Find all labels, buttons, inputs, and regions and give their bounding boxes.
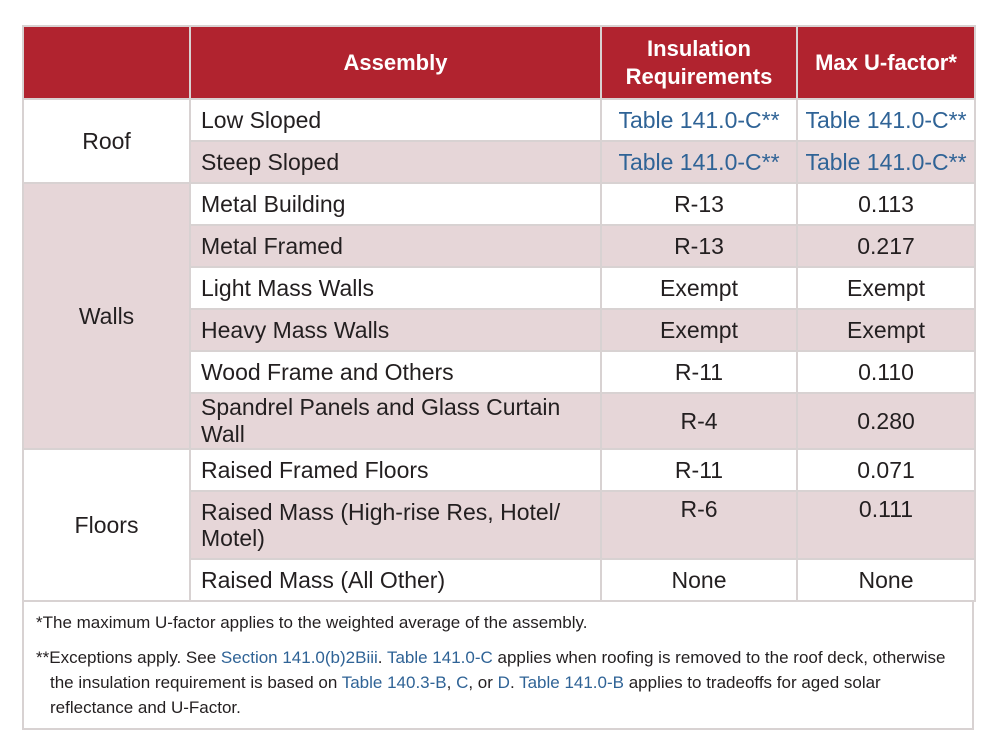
table-link[interactable]: Table 141.0-C — [386, 648, 493, 667]
insulation-cell: Exempt — [601, 267, 797, 309]
category-walls: Walls — [23, 183, 190, 449]
ufactor-link[interactable]: Table 141.0-C** — [797, 141, 975, 183]
footnote-text: . — [377, 648, 387, 667]
assembly-cell: Raised Framed Floors — [190, 449, 601, 491]
requirements-table-container — [22, 25, 974, 730]
ufactor-cell: None — [797, 559, 975, 601]
header-category — [23, 26, 190, 99]
category-roof: Roof — [23, 99, 190, 183]
insulation-cell: R-13 — [601, 225, 797, 267]
footnote-text: applies to tradeoffs for aged solar reflectance and U-Factor. — [50, 673, 881, 717]
requirements-table — [22, 25, 976, 602]
insulation-cell: Exempt — [601, 309, 797, 351]
assembly-cell: Metal Building — [190, 183, 601, 225]
header-assembly: Assembly — [190, 26, 601, 99]
assembly-cell: Low Sloped — [190, 99, 601, 141]
table-row — [23, 183, 975, 225]
ufactor-cell: 0.113 — [797, 183, 975, 225]
assembly-cell: Wood Frame and Others — [190, 351, 601, 393]
category-floors: Floors — [23, 449, 190, 601]
footnote-1: *The maximum U-factor applies to the weighted average of the assembly. — [36, 613, 588, 632]
ufactor-cell: 0.110 — [797, 351, 975, 393]
ufactor-cell: Exempt — [797, 309, 975, 351]
insulation-cell: R-6 — [601, 491, 797, 559]
assembly-cell: Raised Mass (All Other) — [190, 559, 601, 601]
ufactor-cell: 0.111 — [797, 491, 975, 559]
insulation-link[interactable]: Table 141.0-C** — [601, 141, 797, 183]
assembly-cell: Spandrel Panels and Glass Curtain Wall — [190, 393, 601, 449]
ufactor-cell: Exempt — [797, 267, 975, 309]
insulation-cell: None — [601, 559, 797, 601]
section-link[interactable]: Section 141.0(b)2Biii — [220, 648, 378, 667]
ufactor-cell: 0.280 — [797, 393, 975, 449]
table-row — [23, 449, 975, 491]
footnote-text: , or — [468, 673, 498, 692]
ufactor-link[interactable]: Table 141.0-C** — [797, 99, 975, 141]
header-ufactor: Max U-factor* — [797, 26, 975, 99]
insulation-cell: R-4 — [601, 393, 797, 449]
ufactor-cell: 0.071 — [797, 449, 975, 491]
footnotes — [22, 602, 974, 730]
header-insulation-line2: Requirements — [625, 63, 773, 89]
table-row — [23, 99, 975, 141]
footnote-text: **Exceptions apply. See — [36, 648, 221, 667]
footnote-text: . — [509, 673, 520, 692]
ufactor-cell: 0.217 — [797, 225, 975, 267]
table-link[interactable]: Table 141.0-B — [519, 673, 624, 692]
insulation-cell: R-13 — [601, 183, 797, 225]
assembly-cell: Raised Mass (High-rise Res, Hotel/ Motel) — [190, 491, 601, 559]
insulation-cell: R-11 — [601, 351, 797, 393]
table-link[interactable]: C — [456, 673, 469, 692]
table-link[interactable]: D — [497, 673, 510, 692]
assembly-cell: Heavy Mass Walls — [190, 309, 601, 351]
footnote-text: applies when roofing is removed to the roof deck, otherwise the insulation requirement is based on — [50, 648, 946, 692]
table-header-row — [23, 26, 975, 99]
insulation-link[interactable]: Table 141.0-C** — [601, 99, 797, 141]
assembly-cell: Light Mass Walls — [190, 267, 601, 309]
assembly-cell: Steep Sloped — [190, 141, 601, 183]
insulation-cell: R-11 — [601, 449, 797, 491]
footnote-text: , — [446, 673, 457, 692]
header-insulation — [601, 26, 797, 99]
header-insulation-line1: Insulation — [647, 35, 751, 61]
table-link[interactable]: Table 140.3-B — [341, 673, 447, 692]
footnote-2 — [36, 645, 962, 720]
assembly-cell: Metal Framed — [190, 225, 601, 267]
